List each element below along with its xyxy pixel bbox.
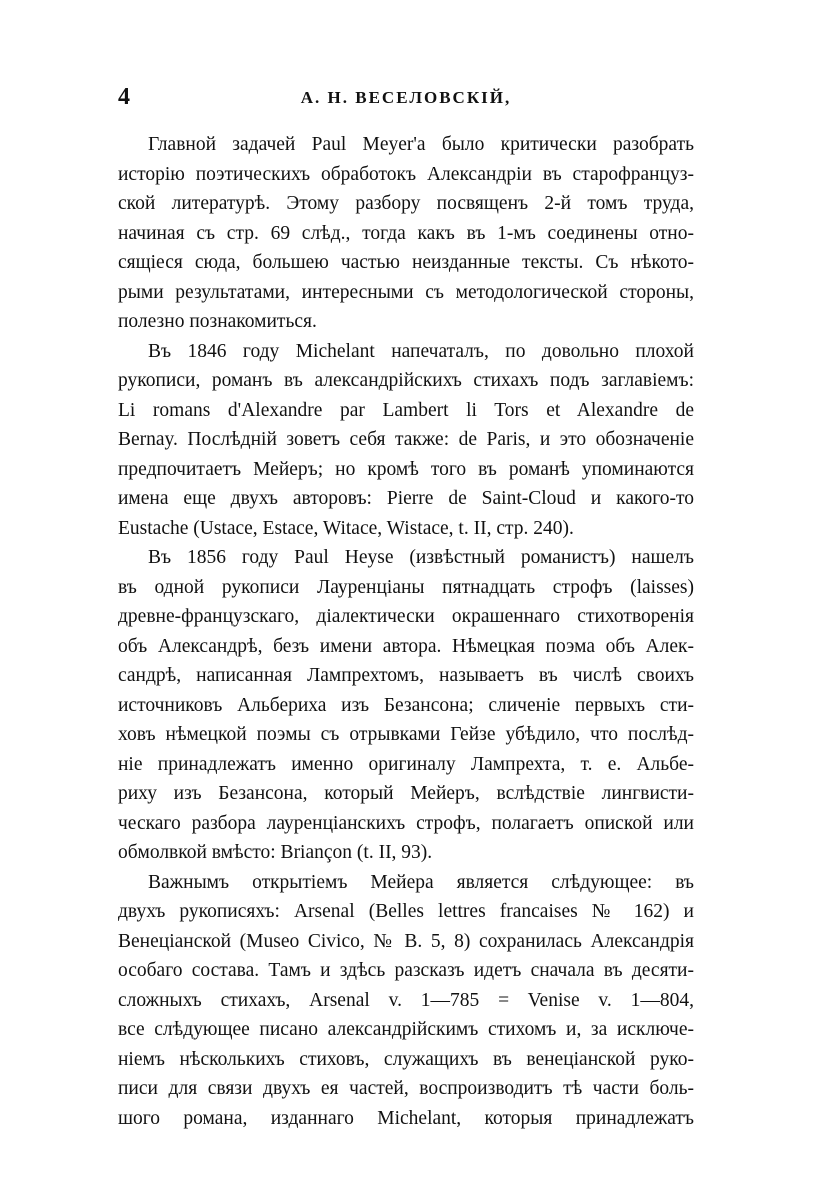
text-line: ніе принадлежатъ именно оригиналу Лампрехта, т. е. Альбе- (118, 753, 694, 775)
text-line: ской литературѣ. Этому разбору посвященъ 2-й томъ труда, (118, 193, 694, 214)
text-line: писи для связи двухъ ея частей, воспроизводитъ тѣ части боль- (118, 1078, 694, 1099)
text-line: сящіеся сюда, большею частью неизданные тексты. Съ нѣкото- (118, 252, 694, 273)
text-line: имена еще двухъ авторовъ: Pierre de Saint-Cloud и какого-то (118, 488, 694, 509)
text-line: полезно познакомиться. (118, 311, 317, 332)
text-line: предпочитаетъ Мейеръ; но кромѣ того въ романѣ упоминаются (118, 458, 694, 480)
page-number: 4 (118, 84, 130, 110)
text-line: все слѣдующее писано александрійскимъ стихомъ и, за исключе- (118, 1019, 694, 1040)
page-header (118, 84, 694, 118)
text-line: Li romans d'Alexandre par Lambert li Tors et Alexandre de (118, 399, 694, 421)
text-line: ческаго разбора лауренціанскихъ строфъ, полагаетъ опиской или (118, 812, 694, 834)
text-line: ховъ нѣмецкой поэмы съ отрывками Гейзе убѣдило, что послѣд- (118, 724, 694, 745)
text-line: начиная съ стр. 69 слѣд., тогда какъ въ 1-мъ соединены отно- (118, 222, 694, 244)
running-head: А. Н. ВЕСЕЛОВСКІЙ, (300, 88, 512, 107)
text-line: рукописи, романъ въ александрійскихъ стихахъ подъ заглавіемъ: (118, 370, 694, 391)
text-line: рыми результатами, интересными съ методологической стороны, (118, 281, 694, 303)
text-line: сложныхъ стихахъ, Arsenal v. 1—785 = Venise v. 1—804, (118, 989, 694, 1011)
text-line: Важнымъ открытіемъ Мейера является слѣдующее: въ (148, 871, 694, 893)
body-text (118, 130, 694, 1133)
text-line: въ одной рукописи Лауренціаны пятнадцать строфъ (laisses) (118, 576, 694, 598)
text-line: объ Александрѣ, безъ имени автора. Нѣмецкая поэма объ Алек- (118, 635, 694, 657)
text-line: особаго состава. Тамъ и здѣсь разсказъ идетъ сначала въ десяти- (118, 960, 694, 981)
text-line: сандрѣ, написанная Лампрехтомъ, называетъ въ числѣ своихъ (118, 665, 694, 686)
text-line: Главной задачей Paul Meyer'a было критически разобрать (148, 134, 694, 155)
text-line: Въ 1856 году Paul Heyse (извѣстный романистъ) нашелъ (148, 547, 694, 568)
text-line: источниковъ Альбериха изъ Безансона; сличеніе первыхъ сти- (118, 694, 694, 716)
text-line: двухъ рукописяхъ: Arsenal (Belles lettres francaises № 162) и (118, 901, 694, 922)
text-line: исторію поэтическихъ обработокъ Александріи въ старофранцуз- (118, 163, 694, 185)
text-line: Венеціанской (Museo Civico, № B. 5, 8) сохранилась Александрія (118, 930, 694, 952)
text-line: Bernay. Послѣдній зоветъ себя также: de Paris, и это обозначеніе (118, 429, 694, 450)
text-line: риху изъ Безансона, который Мейеръ, вслѣдствіе лингвисти- (118, 783, 694, 804)
text-line: ніемъ нѣсколькихъ стиховъ, служащихъ въ венеціанской руко- (118, 1048, 694, 1070)
text-line: обмолвкой вмѣсто: Briançon (t. II, 93). (118, 842, 433, 863)
text-line: Въ 1846 году Michelant напечаталъ, по довольно плохой (148, 340, 694, 362)
text-line: Eustache (Ustace, Estace, Witace, Wistace, t. II, стр. 240). (118, 517, 574, 539)
text-line: шого романа, изданнаго Michelant, которыя принадлежатъ (118, 1107, 694, 1129)
text-line: древне-французскаго, діалектически окрашеннаго стихотворенія (118, 606, 694, 627)
